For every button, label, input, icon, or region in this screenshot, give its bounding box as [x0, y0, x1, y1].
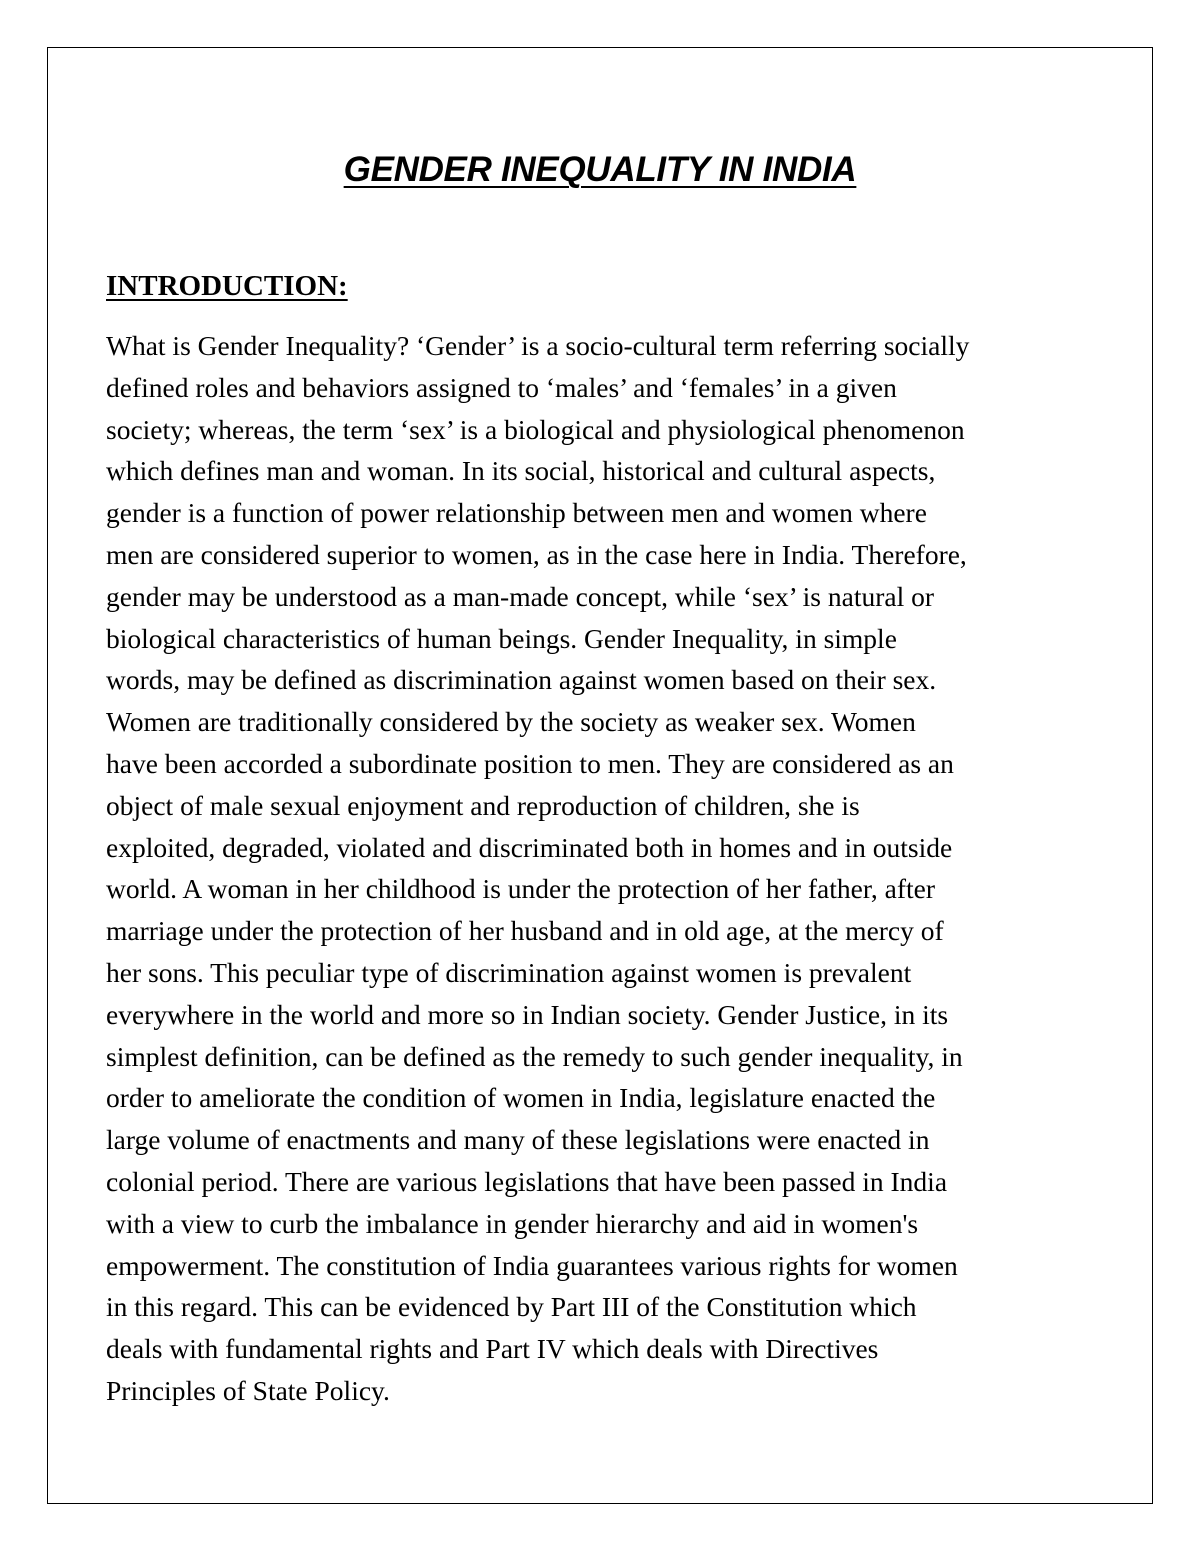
- paragraph-line: gender is a function of power relationship between men and women where: [106, 497, 927, 529]
- document-title: GENDER INEQUALITY IN INDIA: [343, 150, 857, 189]
- paragraph-line: with a view to curb the imbalance in gender hierarchy and aid in women's: [106, 1207, 919, 1239]
- paragraph-line: marriage under the protection of her husband and in old age, at the mercy of: [106, 915, 944, 947]
- paragraph-line: world. A woman in her childhood is under the protection of her father, after: [106, 873, 936, 905]
- paragraph-line: everywhere in the world and more so in Indian society. Gender Justice, in its: [106, 998, 949, 1030]
- paragraph-line: Principles of State Policy.: [106, 1374, 390, 1406]
- paragraph-line: simplest definition, can be defined as the remedy to such gender inequality, in: [106, 1040, 963, 1072]
- paragraph-line: order to ameliorate the condition of women in India, legislature enacted the: [106, 1082, 936, 1114]
- paragraph-line: exploited, degraded, violated and discriminated both in homes and in outside: [106, 831, 953, 863]
- paragraph-line: empowerment. The constitution of India guarantees various rights for women: [106, 1249, 958, 1281]
- section-heading-introduction: INTRODUCTION:: [106, 270, 348, 302]
- paragraph-line: words, may be defined as discrimination against women based on their sex.: [106, 664, 937, 696]
- paragraph-line: What is Gender Inequality? ‘Gender’ is a socio-cultural term referring socially: [106, 330, 970, 361]
- paragraph-line: object of male sexual enjoyment and reproduction of children, she is: [106, 789, 860, 821]
- paragraph-line: her sons. This peculiar type of discrimination against women is prevalent: [106, 956, 912, 988]
- paragraph-line: defined roles and behaviors assigned to ‘males’ and ‘females’ in a given: [106, 371, 897, 403]
- paragraph-line: colonial period. There are various legislations that have been passed in India: [106, 1165, 948, 1197]
- paragraph-line: in this regard. This can be evidenced by Part III of the Constitution which: [106, 1291, 917, 1323]
- paragraph-line: deals with fundamental rights and Part IV which deals with Directives: [106, 1333, 879, 1365]
- paragraph-line: which defines man and woman. In its social, historical and cultural aspects,: [106, 455, 936, 487]
- introduction-paragraph: [106, 325, 1106, 1412]
- paragraph-line: large volume of enactments and many of these legislations were enacted in: [106, 1124, 930, 1156]
- paragraph-line: Women are traditionally considered by the society as weaker sex. Women: [106, 706, 916, 738]
- paragraph-line: men are considered superior to women, as in the case here in India. Therefore,: [106, 538, 967, 570]
- paragraph-line: have been accorded a subordinate position to men. They are considered as an: [106, 747, 954, 779]
- paragraph-line: society; whereas, the term ‘sex’ is a biological and physiological phenomenon: [106, 413, 965, 445]
- paragraph-line: gender may be understood as a man-made concept, while ‘sex’ is natural or: [106, 580, 935, 612]
- paragraph-line: biological characteristics of human beings. Gender Inequality, in simple: [106, 622, 897, 654]
